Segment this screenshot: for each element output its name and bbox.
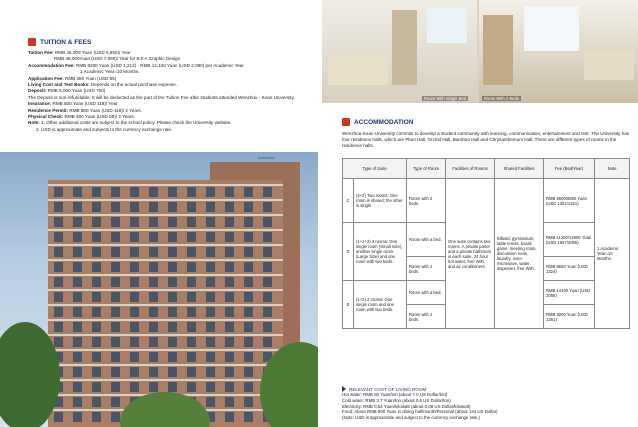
building-window	[206, 292, 215, 302]
tuition-line: 2. USD is approximate and subjects to the currency exchange rate.	[36, 126, 173, 132]
tuition-heading-row	[28, 38, 318, 46]
suite-label: D	[343, 223, 354, 281]
building-window	[149, 367, 158, 377]
building-window	[187, 307, 196, 317]
building-window	[73, 322, 82, 332]
building-window	[73, 217, 82, 227]
col-type-of-suite: Type of Suite	[343, 159, 407, 179]
suite-desc: (1+1+2) 3 rooms: One single room (Small Size), another single room (Large Size) and one room with two beds.	[354, 223, 407, 281]
building-window	[54, 292, 63, 302]
building-window	[244, 247, 253, 257]
accommodation-section	[342, 118, 630, 149]
building-window	[206, 232, 215, 242]
bed	[584, 50, 634, 80]
building-window	[225, 352, 234, 362]
building-window	[206, 352, 215, 362]
table-row	[343, 179, 630, 223]
tuition-line: Accommodation Fee: RMB 8200 Yuan (USD 1,212) - RMB 14,100 Yuan (USD 2,080) per Academic Year	[28, 62, 244, 68]
building-window	[149, 292, 158, 302]
building-window	[130, 307, 139, 317]
rooms-photo	[322, 0, 638, 103]
building-window	[92, 367, 101, 377]
building-window	[111, 232, 120, 242]
tuition-line: Physical Check: RMB 400 Yuan (USD 59)/ 2 Years.	[28, 114, 135, 120]
building-window	[130, 217, 139, 227]
building-window	[206, 217, 215, 227]
building-window	[130, 322, 139, 332]
window	[524, 6, 579, 51]
tuition-lines	[28, 50, 318, 133]
building-window	[111, 277, 120, 287]
building-window	[168, 337, 177, 347]
tuition-line: The Deposit is non-refundable. It will be deducted as the part of the Tuition Fee after students attended Wenzhou - Kean University.	[28, 94, 295, 100]
building-window	[92, 337, 101, 347]
building-window	[73, 367, 82, 377]
building-window	[263, 262, 272, 272]
living-cost-line: Cold water: RMB 3.7 Yuan/ton (about 0.6 US Dollar/ton)	[342, 397, 451, 403]
building-window	[244, 322, 253, 332]
building-window	[168, 322, 177, 332]
tuition-heading: TUITION & FEES	[40, 38, 92, 46]
building-window	[130, 187, 139, 197]
fee: RMB 8650 Yuan (USD 1324)	[544, 257, 595, 281]
building-window	[73, 382, 82, 392]
building-window	[73, 202, 82, 212]
building-window	[225, 337, 234, 347]
tuition-line: Residence Permit: RMB 800 Yuan (USD 118)/ 2 Years.	[28, 107, 142, 113]
building-window	[168, 217, 177, 227]
tuition-line: Deposit: RMB 5,000 Yuan (USD 750)	[28, 88, 106, 94]
building-window	[54, 337, 63, 347]
building-window	[187, 232, 196, 242]
building-window	[263, 337, 272, 347]
building-window	[225, 412, 234, 422]
building-window	[149, 217, 158, 227]
building-window	[54, 412, 63, 422]
building-window	[73, 352, 82, 362]
building-window	[73, 232, 82, 242]
building-window	[92, 397, 101, 407]
accommodation-heading: ACCOMMODATION	[354, 118, 414, 126]
building-window	[111, 247, 120, 257]
building-window	[206, 337, 215, 347]
building-window	[187, 202, 196, 212]
dormitory-photo	[0, 152, 318, 427]
building-window	[225, 307, 234, 317]
building-window	[225, 202, 234, 212]
building-window	[111, 367, 120, 377]
building-caption: Dormitory	[258, 156, 275, 160]
col-fee: Fee (Bed/Year)	[544, 159, 595, 179]
building-window	[187, 337, 196, 347]
building-window	[168, 382, 177, 392]
tuition-line: Tuition Fee: RMB 45,000 Yuan (USD 6,650)/ Year	[28, 50, 131, 55]
building-window	[130, 232, 139, 242]
building-window	[244, 277, 253, 287]
building-window	[263, 322, 272, 332]
building-floor-band	[48, 289, 283, 291]
building-window	[187, 382, 196, 392]
room-double-photo	[479, 0, 638, 103]
building-window	[149, 352, 158, 362]
building-window	[206, 307, 215, 317]
building-window	[149, 187, 158, 197]
building-window	[225, 262, 234, 272]
note: 1 Academic Year=10 Months.	[595, 179, 630, 329]
building-window	[92, 307, 101, 317]
building-window	[149, 202, 158, 212]
building-window	[111, 202, 120, 212]
tuition-line: Insurance: RMB 800 Yuan (USD 118)/ Year	[28, 101, 118, 107]
building-window	[244, 202, 253, 212]
building-window	[187, 367, 196, 377]
building-window	[130, 352, 139, 362]
building-window	[130, 277, 139, 287]
bed	[328, 55, 388, 85]
wardrobe	[483, 15, 513, 85]
living-cost-line: Food: About RMB 900 Yuan in dining hall/month/Personal (about 134 US Dollar)	[342, 409, 498, 415]
tuition-line: RMB 48,000Yuan (USD 7,090)/ Year for B.F.A Graphic Design	[54, 56, 181, 62]
building-window	[225, 322, 234, 332]
building-window	[54, 247, 63, 257]
accommodation-table	[342, 158, 630, 329]
building-main	[48, 180, 283, 427]
building-window	[187, 247, 196, 257]
col-type-of-room: Type of Room	[407, 159, 446, 179]
building-window	[130, 202, 139, 212]
building-window	[168, 352, 177, 362]
living-cost-line: (Note: USD is approximate and subject to the currency exchange rate.)	[342, 415, 480, 421]
building-floor-band	[48, 364, 283, 366]
room-type: Room with 2 beds.	[407, 305, 446, 329]
building-window	[168, 187, 177, 197]
tuition-line: 1 Academic Year=10 Months.	[80, 69, 140, 75]
building-window	[244, 367, 253, 377]
building-window	[225, 187, 234, 197]
building-window	[149, 307, 158, 317]
building-window	[206, 397, 215, 407]
building-window	[168, 202, 177, 212]
building-window	[263, 187, 272, 197]
building-window	[92, 322, 101, 332]
building-window	[111, 262, 120, 272]
suite-desc: (1+2) 2 rooms: One single room and one room with two beds.	[354, 281, 407, 329]
building-window	[263, 307, 272, 317]
building-floor-band	[48, 334, 283, 336]
building-floor-band	[48, 259, 283, 261]
building-window	[92, 202, 101, 212]
building-window	[54, 187, 63, 197]
building-window	[225, 397, 234, 407]
building-window	[73, 397, 82, 407]
building-window	[168, 292, 177, 302]
building-window	[54, 262, 63, 272]
building-window	[73, 187, 82, 197]
building-window	[111, 352, 120, 362]
building-window	[225, 292, 234, 302]
building-window	[263, 217, 272, 227]
room-type: Room with 2 beds.	[407, 179, 446, 223]
building-window	[111, 292, 120, 302]
building-window	[263, 232, 272, 242]
building-window	[168, 367, 177, 377]
building-window	[73, 262, 82, 272]
building-window	[149, 322, 158, 332]
fee: RMB 14100 Yuan (USD 2086)	[544, 281, 595, 305]
building-window	[244, 382, 253, 392]
building-window	[225, 367, 234, 377]
building-window	[54, 232, 63, 242]
building-window	[111, 322, 120, 332]
tuition-line: Note: 1. Other additional costs are subject to the school policy. Please check the University website.	[28, 120, 232, 126]
building-window	[111, 337, 120, 347]
building-window	[92, 352, 101, 362]
window	[427, 8, 467, 43]
building-floor-band	[48, 349, 283, 351]
building-window	[244, 217, 253, 227]
building-floor-band	[48, 304, 283, 306]
building-floor-band	[48, 274, 283, 276]
suite-label: C	[343, 179, 354, 223]
building-window	[92, 292, 101, 302]
building-window	[263, 277, 272, 287]
building-window	[92, 247, 101, 257]
building-window	[111, 307, 120, 317]
room-double-caption: Room With 2 Beds	[484, 96, 519, 101]
building-window	[92, 232, 101, 242]
room-single-caption: Room With Single Bed	[424, 96, 467, 101]
building-window	[206, 277, 215, 287]
building-window	[225, 247, 234, 257]
building-window	[225, 277, 234, 287]
wardrobe	[392, 10, 417, 85]
building-window	[244, 187, 253, 197]
building-window	[244, 307, 253, 317]
building-window	[130, 382, 139, 392]
tuition-icon	[28, 38, 36, 46]
building-window	[168, 307, 177, 317]
building-window	[54, 322, 63, 332]
col-note: Note	[595, 159, 630, 179]
living-cost-heading: RELEVANT COST OF LIVING ROOM	[349, 386, 427, 392]
building-window	[187, 352, 196, 362]
fee: RMB 8200 Yuan (USD 1361)	[544, 305, 595, 329]
building-window	[130, 262, 139, 272]
suite-desc: (2+2) Two rooms: One room is shared; the other is single	[354, 179, 407, 223]
accommodation-heading-row	[342, 118, 630, 126]
tuition-line: Living Cost and Text Books: Depends on the actual purchase expense.	[28, 82, 178, 88]
tuition-line: Application Fee: RMB 450 Yuan (USD 65)	[28, 75, 117, 81]
building-window	[187, 292, 196, 302]
tuition-section	[28, 38, 318, 133]
building-window	[149, 262, 158, 272]
building-floor-band	[48, 229, 283, 231]
building-window	[206, 202, 215, 212]
building-window	[92, 262, 101, 272]
building-window	[244, 292, 253, 302]
col-shared-facilities: Shared Facilities	[495, 159, 544, 179]
building-window	[73, 412, 82, 422]
building-window	[73, 292, 82, 302]
building-window	[149, 277, 158, 287]
building-floor-band	[48, 244, 283, 246]
room-facilities: One suite contains two rooms. A private parlor and a private bathroom in each suite, 24 hour hot water, free WiFi, and air conditioners.	[446, 179, 495, 329]
building-window	[206, 262, 215, 272]
building-window	[130, 247, 139, 257]
living-cost-section	[342, 386, 632, 421]
building-window	[111, 412, 120, 422]
building-window	[168, 262, 177, 272]
building-window	[92, 187, 101, 197]
building-window	[149, 337, 158, 347]
building-window	[206, 187, 215, 197]
building-window	[225, 232, 234, 242]
building-window	[73, 277, 82, 287]
building-window	[92, 382, 101, 392]
building-window	[263, 202, 272, 212]
building-window	[130, 337, 139, 347]
building-window	[187, 262, 196, 272]
building-window	[149, 382, 158, 392]
building-window	[225, 217, 234, 227]
building-window	[168, 277, 177, 287]
building-window	[130, 292, 139, 302]
fee: RMB 11200/13900 Yuan (USD 1657/2056)	[544, 223, 595, 257]
building-window	[187, 217, 196, 227]
room-type: Room with a bed.	[407, 223, 446, 257]
fee: RMB 8600/8850 Yuan (USD 1301/1321)	[544, 179, 595, 223]
building-window	[111, 187, 120, 197]
building-window	[149, 232, 158, 242]
building-window	[168, 232, 177, 242]
building-window	[54, 217, 63, 227]
building-window	[244, 397, 253, 407]
living-cost-line: Electricity: RMB 0.54 Yuan/kilowatt (about 0.08 US Dollar/kilowatt)	[342, 403, 471, 409]
building-window	[111, 397, 120, 407]
building-window	[111, 382, 120, 392]
building-floor-band	[48, 199, 283, 201]
building-window	[54, 277, 63, 287]
building-window	[206, 322, 215, 332]
building-window	[92, 217, 101, 227]
living-cost-lines	[342, 392, 632, 421]
living-cost-line: Hot water: RMB 50 Yuan/ton (about 7.0 US Dollar/ton)	[342, 392, 448, 397]
col-facilities: Facilities of Rooms	[446, 159, 495, 179]
accommodation-intro: Wenzhou-Kean University commits to develop a student community with learning, communication, entertainment and rest. The University has four residence halls, which are Plum Hall, Orchid Hall, Bamboo Hall and Chrysanthemum Hall. There are different types of rooms in the residence halls.	[342, 131, 630, 148]
building-window	[187, 322, 196, 332]
building-window	[206, 247, 215, 257]
building-window	[130, 367, 139, 377]
building-window	[263, 247, 272, 257]
building-window	[206, 367, 215, 377]
room-type: Room with a bed.	[407, 281, 446, 305]
building-window	[187, 187, 196, 197]
table-header-row	[343, 159, 630, 179]
building-window	[149, 247, 158, 257]
building-window	[225, 382, 234, 392]
building-window	[206, 382, 215, 392]
building-floor-band	[48, 319, 283, 321]
building-window	[92, 412, 101, 422]
building-window	[244, 352, 253, 362]
building-window	[263, 292, 272, 302]
building-window	[187, 277, 196, 287]
building-floor-band	[48, 214, 283, 216]
accommodation-icon	[342, 118, 350, 126]
room-type: Room with 2 beds.	[407, 257, 446, 281]
building-window	[73, 247, 82, 257]
building-window	[54, 202, 63, 212]
room-single-photo	[322, 0, 477, 103]
building-window	[92, 277, 101, 287]
building-window	[244, 337, 253, 347]
building-window	[73, 337, 82, 347]
shared-facilities: Billiard, gymnasium, table tennis, board game, meeting room, discussion room, laundry, oven microwave, water dispenser, free WiFi.	[495, 179, 544, 329]
building-window	[168, 247, 177, 257]
building-window	[54, 307, 63, 317]
suite-label: E	[343, 281, 354, 329]
building-floor-band	[48, 184, 283, 186]
building-window	[73, 307, 82, 317]
building-floor-band	[48, 379, 283, 381]
building-window	[244, 262, 253, 272]
building-window	[244, 232, 253, 242]
building-window	[111, 217, 120, 227]
building-window	[244, 412, 253, 422]
